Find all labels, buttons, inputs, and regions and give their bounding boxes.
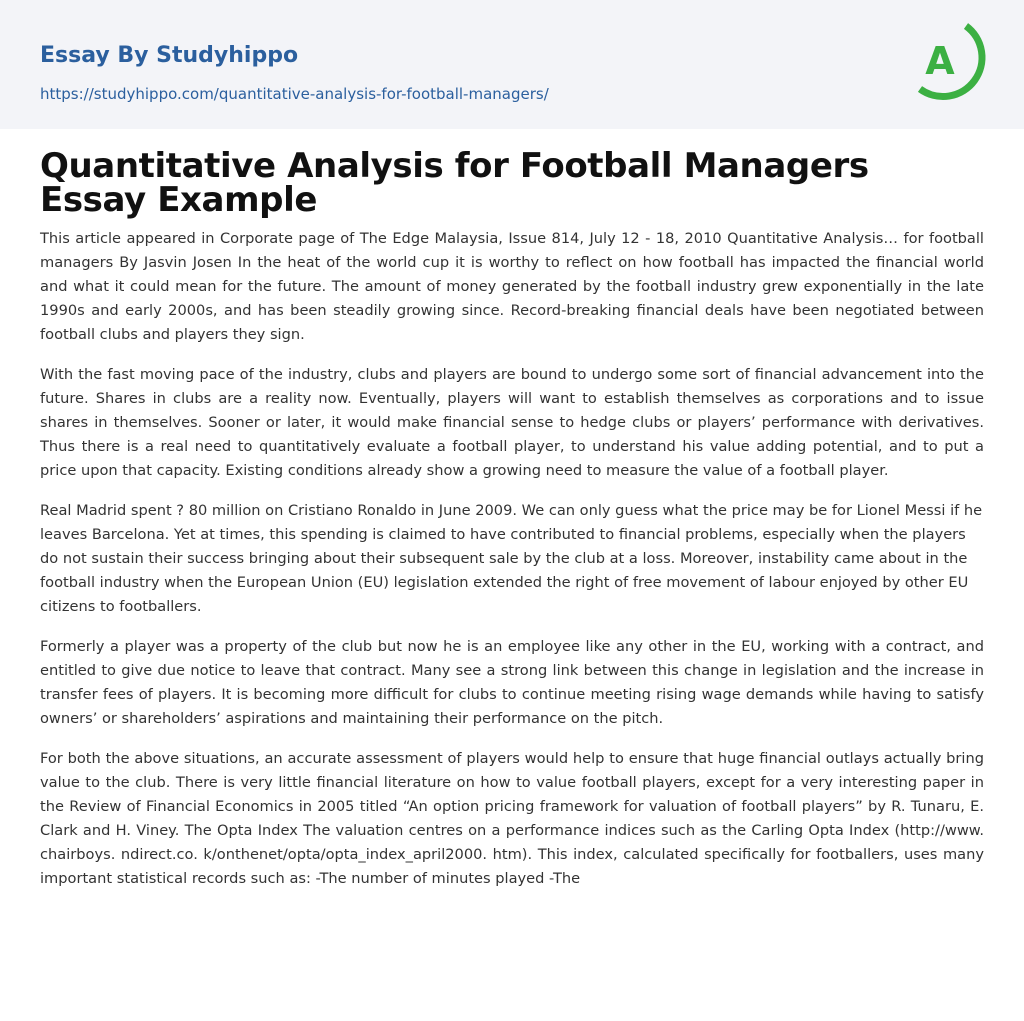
article-url-link[interactable]: https://studyhippo.com/quantitative-analysis-for-football-managers/ [40,85,549,103]
article-paragraph: This article appeared in Corporate page of The Edge Malaysia, Issue 814, July 12 - 18, 2010 Quantitative Analysis… for football managers By Jasvin Josen In the heat of the world cup it is worthy to reflect on how football has impacted the financial world and what it could mean for the future. The amount of money generated by the football industry grew exponentially in the late 1990s and early 2000s, and has been steadily growing since. Record-breaking financial deals have been negotiated between football clubs and players they sign. [40,230,984,343]
article-paragraph: With the fast moving pace of the industry, clubs and players are bound to undergo some sort of financial advancement into the future. Shares in clubs are a reality now. Eventually, players will want to establish themselves as corporations and to issue shares in themselves. Sooner or later, it would make financial sense to hedge clubs or players’ performance with derivatives. Thus there is a real need to quantitatively evaluate a football player, to understand his value adding potential, and to put a price upon that capacity. Existing conditions already show a growing need to measure the value of a football player. [40,366,984,479]
page-title: Quantitative Analysis for Football Managers Essay Example [40,146,869,220]
studyhippo-logo-icon[interactable] [912,19,988,105]
article-paragraph: For both the above situations, an accurate assessment of players would help to ensure that huge financial outlays actually bring value to the club. There is very little financial literature on how to value football players, except for a very interesting paper in the Review of Financial Economics in 2005 titled “An option pricing framework for valuation of football players” by R. Tunaru, E. Clark and H. Viney. The Opta Index The valuation centres on a performance indices such as the Carling Opta Index (http://www. chairboys. ndirect.co. k/onthenet/opta/opta_index_april2000. htm). This index, calculated specifically for footballers, uses many important statistical records such as: -The number of minutes played -The [40,750,984,887]
article-content [0,146,1024,891]
article-body [40,227,984,891]
site-header [0,0,1024,129]
article-paragraph: Formerly a player was a property of the club but now he is an employee like any other in the EU, working with a contract, and entitled to give due notice to leave that contract. Many see a strong link between this change in legislation and the increase in transfer fees of players. It is becoming more difficult for clubs to continue meeting rising wage demands while having to satisfy owners’ or shareholders’ aspirations and maintaining their performance on the pitch. [40,638,984,727]
article-paragraph: Real Madrid spent ? 80 million on Cristiano Ronaldo in June 2009. We can only guess what the price may be for Lionel Messi if he leaves Barcelona. Yet at times, this spending is claimed to have contributed to financial problems, especially when the players do not sustain their success bringing about their subsequent sale by the club at a loss. Moreover, instability came about in the football industry when the European Union (EU) legislation extended the right of free movement of labour enjoyed by other EU citizens to footballers. [40,502,983,615]
logo-letter: A [925,39,955,83]
site-title[interactable]: Essay By Studyhippo [40,43,299,68]
